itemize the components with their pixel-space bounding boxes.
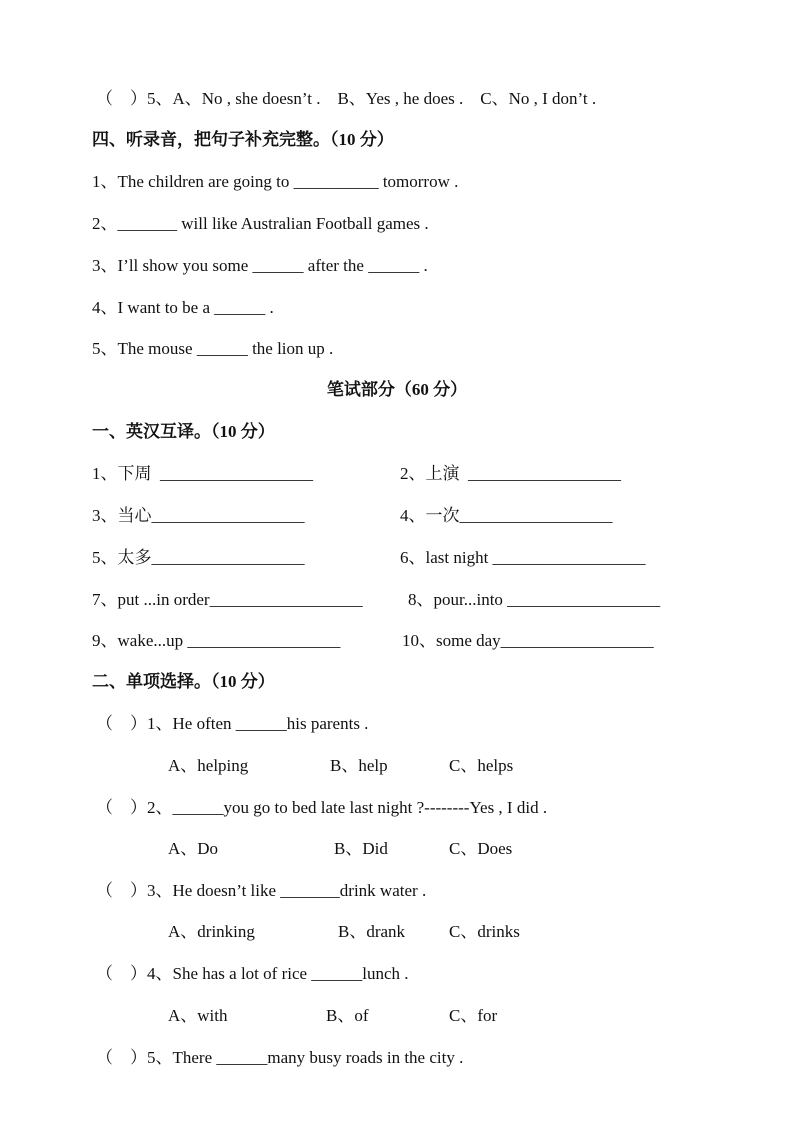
choice-1-option-c: C、helps xyxy=(449,756,514,775)
section-four-title: 四、听录音，把句子补充完整。（10 分） xyxy=(92,130,394,149)
translate-item-7: 7、put ...in order__________________ xyxy=(92,590,363,609)
translate-item-3: 3、当心__________________ xyxy=(92,506,305,525)
choice-question-5: （ ）5、There ______many busy roads in the city . xyxy=(96,1048,464,1067)
choice-question-2: （ ）2、______you go to bed late last night ?--------Yes , I did . xyxy=(96,798,548,817)
choice-3-option-c: C、drinks xyxy=(449,922,520,941)
choice-3-option-b: B、drank xyxy=(338,922,406,941)
listening-item-2: 2、_______ will like Australian Football games . xyxy=(92,214,429,233)
translate-item-9: 9、wake...up __________________ xyxy=(92,631,341,650)
choice-2-option-a: A、Do xyxy=(168,839,219,858)
choice-question-1: （ ）1、He often ______his parents . xyxy=(96,714,369,733)
listening-item-1: 1、The children are going to __________ tomorrow . xyxy=(92,172,459,191)
choice-2-option-c: C、Does xyxy=(449,839,513,858)
translate-item-10: 10、some day__________________ xyxy=(402,631,654,650)
listening-item-4: 4、I want to be a ______ . xyxy=(92,298,274,317)
choice-4-option-c: C、for xyxy=(449,1006,498,1025)
choice-question-4: （ ）4、She has a lot of rice ______lunch . xyxy=(96,964,409,983)
translate-item-6: 6、last night __________________ xyxy=(400,548,646,567)
translate-item-1: 1、下周 __________________ xyxy=(92,464,313,483)
written-part-title: 笔试部分（60 分） xyxy=(326,380,468,399)
choice-2-option-b: B、Did xyxy=(334,839,388,858)
choice-3-option-a: A、drinking xyxy=(168,922,255,941)
choice-question-3: （ ）3、He doesn’t like _______drink water . xyxy=(96,881,427,900)
translate-item-4: 4、一次__________________ xyxy=(400,506,613,525)
listening-item-5: 5、The mouse ______ the lion up . xyxy=(92,339,334,358)
translate-item-2: 2、上演 __________________ xyxy=(400,464,621,483)
choice-1-option-b: B、help xyxy=(330,756,388,775)
choice-1-option-a: A、helping xyxy=(168,756,249,775)
translate-section-title: 一、英汉互译。（10 分） xyxy=(92,422,275,441)
choice-4-option-a: A、with xyxy=(168,1006,228,1025)
translate-item-8: 8、pour...into __________________ xyxy=(408,590,661,609)
listening-item-3: 3、I’ll show you some ______ after the ______ . xyxy=(92,256,428,275)
translate-item-5: 5、太多__________________ xyxy=(92,548,305,567)
listening-prev-question-5: （ ）5、A、No , she doesn’t . B、Yes , he does . C、No , I don’t . xyxy=(96,89,597,108)
choice-4-option-b: B、of xyxy=(326,1006,369,1025)
choice-section-title: 二、单项选择。（10 分） xyxy=(92,672,275,691)
